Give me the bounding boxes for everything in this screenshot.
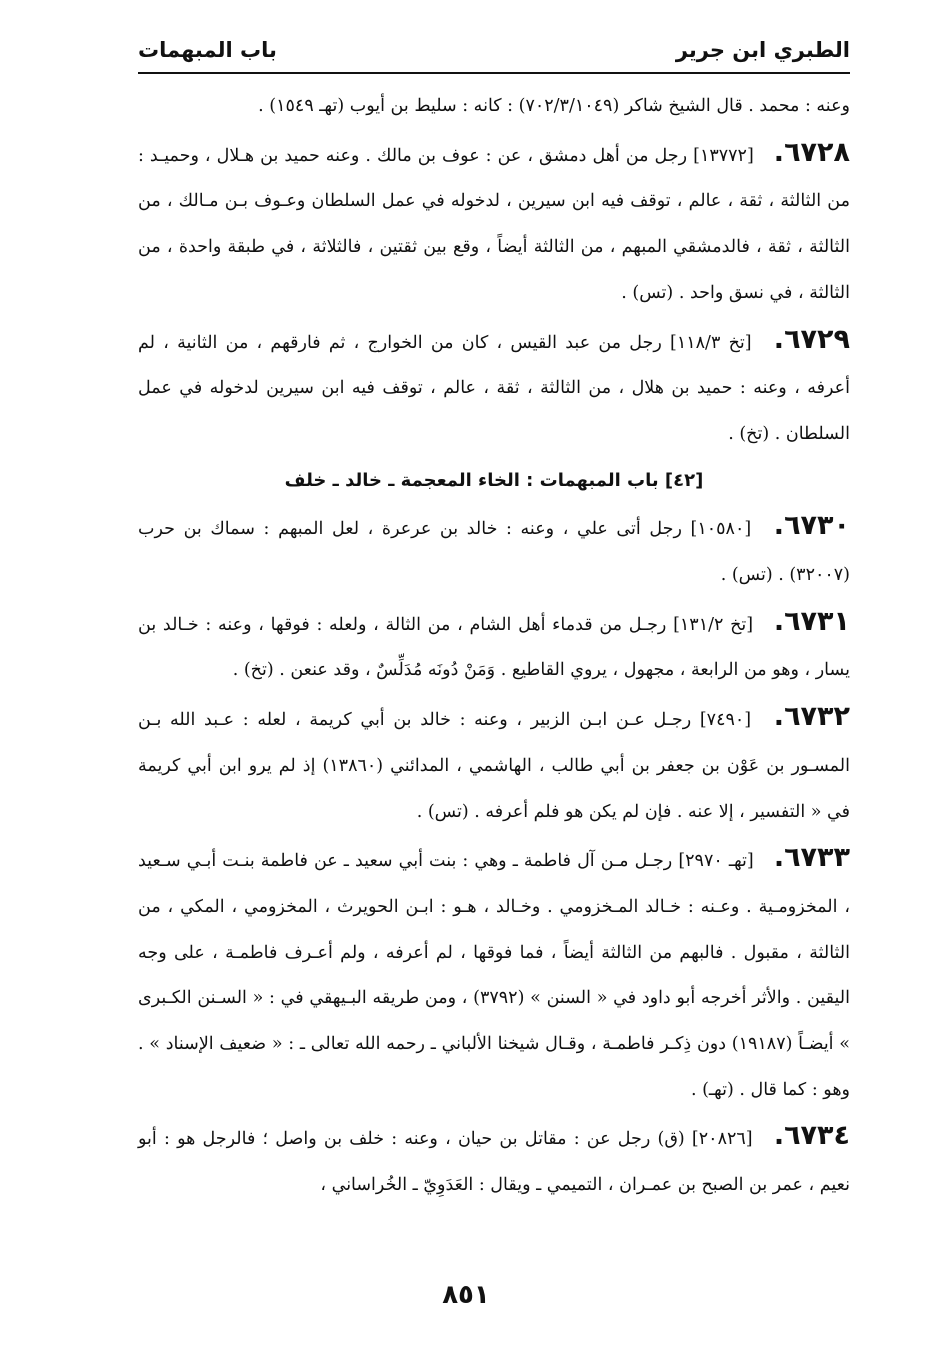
- page-body: [138, 84, 850, 1209]
- page-number: ٨٥١: [442, 1280, 490, 1310]
- entry-number: ٦٧٣٢.: [773, 701, 850, 733]
- entry-text: [١٣٧٧٢] رجل من أهل دمشق ، عن : عوف بن مالك . وعنه حميد بن هـلال ، وحميـد : من الثالثة ، ثقة ، عالم ، توقف فيه ابن سيرين ، لدخوله في عمل السلطان وعـوف بـن مـالك ، من الثالثة ، ثقة ، فالدمشقي المبهم ، من الثالثة أيضاً ، وقع بين ثقتين ، فالثلاثة ، في طبقة واحدة ، من الثالثة ، في نسق واحد . (تس) .: [138, 145, 850, 303]
- entry-6733: [138, 835, 850, 1113]
- entry-number: ٦٧٣٣.: [773, 842, 850, 874]
- entry-number: ٦٧٢٩.: [773, 323, 850, 355]
- entry-6729: [138, 317, 850, 458]
- intro-line: وعنه : محمد . قال الشيخ شاكر (٧٠٢/٣/١٠٤٩) : كانه : سليط بن أيوب (تهـ ١٥٤٩) .: [258, 96, 850, 116]
- entry-text: [تخ ١١٨/٣] رجل من عبد القيس ، كان من الخوارج ، ثم فارقهم ، من الثانية ، لم أعرفه ، وعنه : حميد بن هلال ، من الثالثة ، ثقة ، عالم ، توقف فيه ابن سيرين لدخوله في عمل السلطان . (تخ) .: [138, 332, 850, 444]
- entry-number: ٦٧٢٨.: [773, 136, 850, 168]
- entry-6731: [138, 599, 850, 694]
- header-chapter-title: باب المبهمات: [138, 38, 277, 62]
- entry-6730: [138, 503, 850, 598]
- entry-number: ٦٧٣٠.: [773, 510, 850, 542]
- entry-6734: [138, 1113, 850, 1208]
- entry-6728: [138, 130, 850, 317]
- running-header: [138, 30, 850, 70]
- entry-text: [٢٠٨٢٦] (ق) رجل عن : مقاتل بن حيان ، وعنه : خلف بن واصل ؛ فالرجل هو : أبو نعيم ، عمر بن الصبح بن عمـران ، التميمي ـ ويقال : العَدَوِيّ ـ الخُراساني ،: [138, 1129, 850, 1196]
- entry-text: [١٠٥٨٠] رجل أتى علي ، وعنه : خالد بن عرعرة ، لعل المبهم : سماك بن حرب (٣٢٠٠٧) . (تس) .: [138, 519, 850, 586]
- entry-text: [٧٤٩٠] رجـل عـن ابـن الزبير ، وعنه : خالد بن أبي كريمة ، لعله : عـبد الله بـن المسـور بن عَوْن بن جعفر بن أبي طالب ، الهاشمي ، المدائني (١٣٨٦٠) إذ لم يرو ابن أبي كريمة في « التفسير ، إلا عنه . فإن لم يكن هو فلم أعرفه . (تس) .: [138, 710, 850, 822]
- section-title: [٤٢] باب المبهمات : الخاء المعجمة ـ خالد ـ خلف: [284, 469, 704, 491]
- entry-text: [تخ ١٣١/٢] رجـل من قدماء أهل الشام ، من الثالة ، ولعله : فوقها ، وعنه : خـالد بن يسار ، وهو من الرابعة ، مجهول ، يروي القاطيع . وَمَنْ دُونَه مُدَلِّسٌ ، وقد عنعن . (تخ) .: [138, 614, 850, 681]
- entry-number: ٦٧٣١.: [773, 605, 850, 637]
- header-rule: [138, 72, 850, 74]
- entry-text: [تهـ ٢٩٧٠] رجـل مـن آل فاطمة ـ وهي : بنت أبي سعيد ـ عن فاطمة بنـت أبـي سـعيد ، المخزومـية . وعـنه : خـالد المـخزومي . وخـالد ، هـو : ابـن الحويرث ، المخزومي ، المكي ، من الثالثة ، مقبول . فالبهم من الثالثة أيضاً ، فما فوقها ، لم أعرفه ، ولم أعـرف فاطمـة ، على وجه اليقين . والأثر أخرجه أبو داود في « السنن » (٣٧٩٢) ، ومن طريقه البـيهقي في : « السـنن الكـبرى » أيضـاً (١٩١٨٧) دون ذِكـر فاطمـة ، وقـال شيخنا الألباني ـ رحمه الله تعالى ـ : « ضعيف الإسناد » . وهو : كما قال . (تهـ) .: [138, 851, 850, 1100]
- header-book-title: الطبري ابن جرير: [675, 38, 850, 62]
- entry-number: ٦٧٣٤.: [773, 1120, 850, 1152]
- entry-6732: [138, 694, 850, 835]
